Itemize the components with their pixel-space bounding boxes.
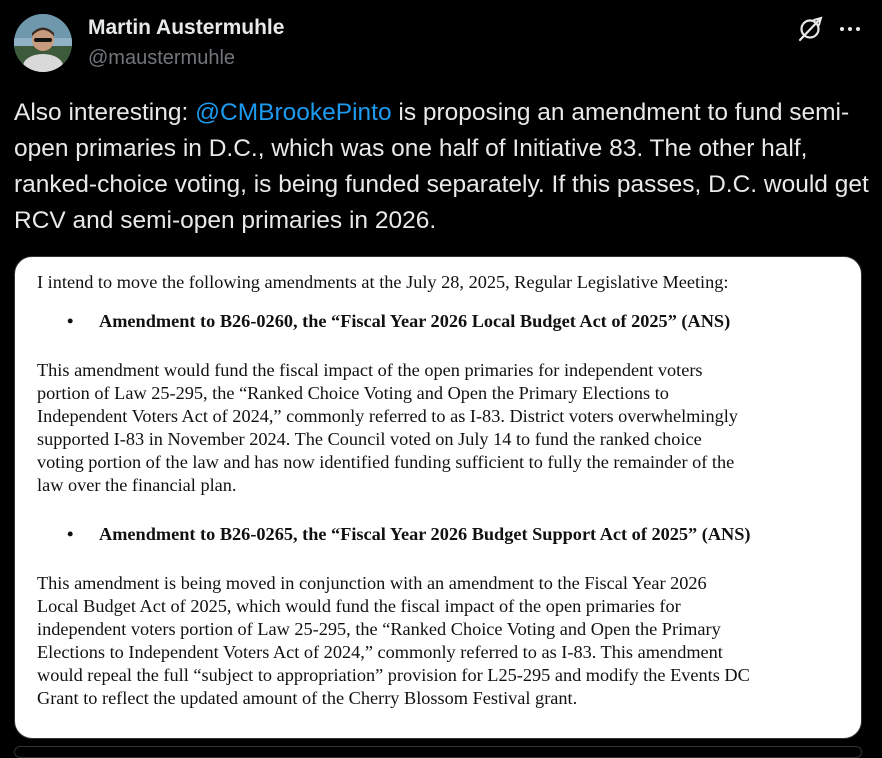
amendment-1-line: law over the financial plan. xyxy=(37,475,237,495)
amendment-2-line: Elections to Independent Voters Act of 2024,” commonly referred to as I-83. This amendment xyxy=(37,642,723,662)
avatar-image xyxy=(14,14,72,72)
grok-icon[interactable] xyxy=(796,15,824,43)
attached-image[interactable] xyxy=(14,256,862,739)
amendment-1-line: supported I-83 in November 2024. The Council voted on July 14 to fund the ranked choice xyxy=(37,429,702,449)
mention-link[interactable]: @CMBrookePinto xyxy=(195,99,392,126)
amendment-2-line: independent voters portion of Law 25-295, the “Ranked Choice Voting and Open the Primary xyxy=(37,619,721,639)
amendment-body-1 xyxy=(37,359,852,497)
amendment-2-line: Grant to reflect the updated amount of the Cherry Blossom Festival grant. xyxy=(37,688,578,708)
post-text-end: is proposing an amendment to fund semi-open primaries in D.C., which was one half of Initiative 83. The other half, ranked-choice voting, is being funded separately. If this passes, D.C. would get RCV and semi-open primaries in 2026. xyxy=(14,99,869,234)
amendment-2-line: would repeal the full “subject to appropriation” provision for L25-295 and modify the Events DC xyxy=(37,665,750,685)
amendment-title-1: Amendment to B26-0260, the “Fiscal Year 2026 Local Budget Act of 2025” (ANS) xyxy=(99,311,731,331)
document-scan xyxy=(37,271,852,736)
amendment-heading-1 xyxy=(37,310,852,333)
post-text xyxy=(14,95,869,239)
amendment-1-line: portion of Law 25-295, the “Ranked Choice Voting and Open the Primary Elections to xyxy=(37,383,669,403)
avatar[interactable] xyxy=(14,14,72,72)
more-options-icon[interactable] xyxy=(836,15,864,43)
amendment-1-line: voting portion of the law and has now identified funding sufficient to fully the remainder of the xyxy=(37,452,735,472)
author-handle[interactable]: @maustermuhle xyxy=(88,47,236,69)
amendment-heading-2 xyxy=(37,523,852,546)
amendment-1-line: Independent Voters Act of 2024,” commonly referred to as I-83. District voters overwhelmingly xyxy=(37,406,738,426)
next-media-edge xyxy=(14,746,862,758)
bullet-marker: • xyxy=(67,524,74,544)
amendment-2-line: This amendment is being moved in conjunction with an amendment to the Fiscal Year 2026 xyxy=(37,573,707,593)
bullet-marker: • xyxy=(67,311,74,331)
post-text-start: Also interesting: xyxy=(14,99,196,126)
amendment-body-2 xyxy=(37,572,852,710)
amendment-title-2: Amendment to B26-0265, the “Fiscal Year 2026 Budget Support Act of 2025” (ANS) xyxy=(99,524,751,544)
amendment-1-line: This amendment would fund the fiscal impact of the open primaries for independent voters xyxy=(37,360,703,380)
amendment-2-line: Local Budget Act of 2025, which would fund the fiscal impact of the open primaries for xyxy=(37,596,681,616)
author-display-name[interactable]: Martin Austermuhle xyxy=(88,16,285,39)
document-intro: I intend to move the following amendments at the July 28, 2025, Regular Legislative Meeting: xyxy=(37,272,729,292)
